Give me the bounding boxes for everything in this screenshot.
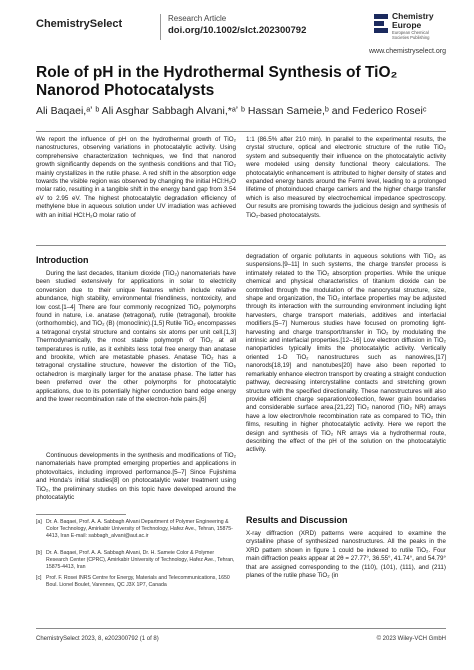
intro-paragraph-2: Continuous developments in the synthesis and modifications of TiO₂ nanomaterials have prompted emerging properties and applications in photovoltaics, including improved performance.[5–7] Since Fujishima and Honda’s initial studies[8] on photocatalytic water treatment using TiO₂, the preliminary studies on this topic have developed around the photocatalytic bbox=[36, 452, 236, 502]
author-list: Ali Baqaei,ᵃʼ ᵇ Ali Asghar Sabbagh Alvani,*ᵃʼ ᵇ Hassan Sameie,ᵇ and Federico Roseiᶜ bbox=[36, 105, 427, 117]
page-header bbox=[36, 12, 446, 44]
chemistry-europe-logo bbox=[374, 12, 446, 42]
footnote-rule bbox=[36, 514, 126, 515]
intro-right-column: degradation of organic pollutants in aqueous solutions with TiO₂ as suspensions.[9–11] In such systems, the charge transfer process is intimately related to the TiO₂ absorption properties. While the unique chemical and physical characteristics of titanium dioxide can be controlled through the modulation of the nanocrystal structure, size, shape and organization, the TiO₂ interface properties may be adjusted through its interaction with the surrounding environment including light harvesters, charge transport materials, additives and interfacial modifiers.[5–7] Numerous studies have focused on promoting light-harvesting and charge transport/transfer in TiO₂ by modulating the intrinsic and interfacial properties.[12–16] Low electron diffusion in TiO₂ nanoparticles typically limits the photocatalytic activity. Vertically oriented 1-D TiO₂ nanostructures such as nanowires,[17] nanorods[18,19] and nanotubes[20] have also been reported to remarkably enhance electron transport by creating a straight conduction pathway, decreasing intercrystalline contacts and stretching grown structure with the specified directionality. These nanostructures will also provide efficient charge separation/collection, fewer grain boundaries and considerable surface area.[21,22] TiO₂ nanorod (TiO₂ NR) arrays have a low electron/hole recombination rate as compared to TiO₂ thin films, resulting in higher photocatalytic activity. Here we report the design and synthesis of TiO₂ NR arrays via a hydrothermal route, describing the effect of the pH of the solution on the photocatalytic activity. bbox=[246, 253, 446, 454]
chemistry-europe-logo-icon bbox=[374, 14, 388, 36]
journal-name: ChemistrySelect bbox=[36, 18, 123, 30]
doi-link[interactable]: doi.org/10.1002/slct.202300792 bbox=[168, 25, 307, 36]
abstract-top-rule bbox=[36, 131, 446, 132]
abstract-bottom-rule bbox=[36, 245, 446, 246]
footer-copyright: © 2023 Wiley-VCH GmbH bbox=[376, 636, 446, 642]
abstract-right-column: 1:1 (86.5% after 210 min). In parallel to the experimental results, the crystal structure, optical and electronic structure of the rutile TiO₂ system and subsequently their influence on the photocatalytic activity were modeled using density functional theory calculations. The photocatalytic enhancement is attributed to higher density of states and expanded energy bands around the Fermi level, leading to a prolonged lifetime of photoinduced charge carriers and the higher charge transfer which is also measured by electrochemical impedance spectroscopy. Our results are promising towards the judicious design and synthesis of TiO₂-based photocatalysts. bbox=[246, 136, 446, 219]
results-paragraph: X-ray diffraction (XRD) patterns were acquired to examine the crystalline phase of synthesized nanostructures. All the peaks in the XRD pattern shown in figure 1 could be indexed to rutile TiO₂. Four main diffraction peaks appear at 2θ = 27.77°, 36.55°, 41.74°, and 54.79° that are assigned corresponding to the (110), (101), (111), and (211) planes of the rutile phase TiO₂ (in bbox=[246, 530, 446, 580]
footnote-label-c: [c] bbox=[36, 575, 42, 581]
journal-url[interactable]: www.chemistryselect.org bbox=[368, 48, 446, 55]
header-divider bbox=[160, 14, 161, 40]
footnote-c: Prof. F. Rosei INRS Centre for Energy, Materials and Telecommunications, 1650 Boul. Lionel Boulet, Varennes, QC J3X 1P7, Canada bbox=[46, 575, 230, 588]
abstract-left-column: We report the influence of pH on the hydrothermal growth of TiO₂ nanostructures, observing variations in photocatalytic activity. Using comprehensive characterization techniques, we find that nanorod growth significantly depends on the synthesis conditions and that TiO₂ mainly crystallizes in the rutile phase. A red shift in the absorption edge towards the visible region was observed by changing the initial HCl:H₂O molar ratio, resulting in a tangible shift in the energy band gap from 3.54 eV to 2.95 eV. The highest photocatalytic degradation efficiency of methylene blue in aqueous solution under UV irradiation was achieved with an initial HCl:H₂O molar ratio of bbox=[36, 136, 236, 219]
footer-rule bbox=[36, 628, 446, 629]
footnote-label-b: [b] bbox=[36, 550, 42, 556]
introduction-heading: Introduction bbox=[36, 255, 89, 265]
footnote-b: Dr. A. Baqaei, Prof. A. A. Sabbagh Alvani, Dr. H. Sameie Color & Polymer Research Center (CPRC), Amirkabir University of Technology, Hafez Ave., Tehran, 15875-4413, Iran bbox=[46, 550, 235, 570]
article-type: Research Article bbox=[168, 14, 227, 23]
intro-paragraph-1: During the last decades, titanium dioxide (TiO₂) nanomaterials have been studied extensively for applications in solar to electricity conversion due to their unique features which include relative abundance, high stability, environmental friendliness, nontoxicity, and low cost.[1–4] There are four commonly recognized TiO₂ polymorphs found in nature, i.e. anatase (tetragonal), rutile (tetragonal), brookite (orthorhombic), and TiO₂ (B) (monoclinic).[1,5] Rutile TiO₂ encompasses a tetragonal crystal structure and contains six atoms per unit cell.[1,3] Thermodynamically, the most stable polymorph of TiO₂ at all temperatures is rutile, as it exhibits less total free energy than anatase and brookite, which are metastable phases. Anatase TiO₂ has a tetragonal crystalline structure, however the distortion of the TiO₆ octahedron is marginally larger for the anatase phase. The latter has been preferred over the other polymorphs for photocatalytic applications, due to its potentially higher conduction band edge energy and the lower recombination rate of the electron-hole pairs.[6] bbox=[36, 270, 236, 404]
logo-text-europe: Europe bbox=[392, 20, 422, 30]
footer-citation: ChemistrySelect 2023, 8, e202300792 (1 of 8) bbox=[36, 636, 159, 642]
footnote-label-a: [a] bbox=[36, 519, 42, 525]
logo-tagline: European Chemical Societies Publishing bbox=[392, 30, 430, 40]
logo-text-chemistry: Chemistry bbox=[392, 11, 434, 21]
article-title: Role of pH in the Hydrothermal Synthesis of TiO₂ Nanorod Photocatalysts bbox=[36, 64, 398, 99]
results-heading: Results and Discussion bbox=[246, 515, 348, 525]
footnote-a: Dr. A. Baqaei, Prof. A. A. Sabbagh Alvani Department of Polymer Engineering & Color Technology, Amirkabir University of Technology, Hafez Ave., Tehran, 15875-4413, Iran E-mail: sabbagh_alvani@aut.ac.ir bbox=[46, 519, 233, 539]
